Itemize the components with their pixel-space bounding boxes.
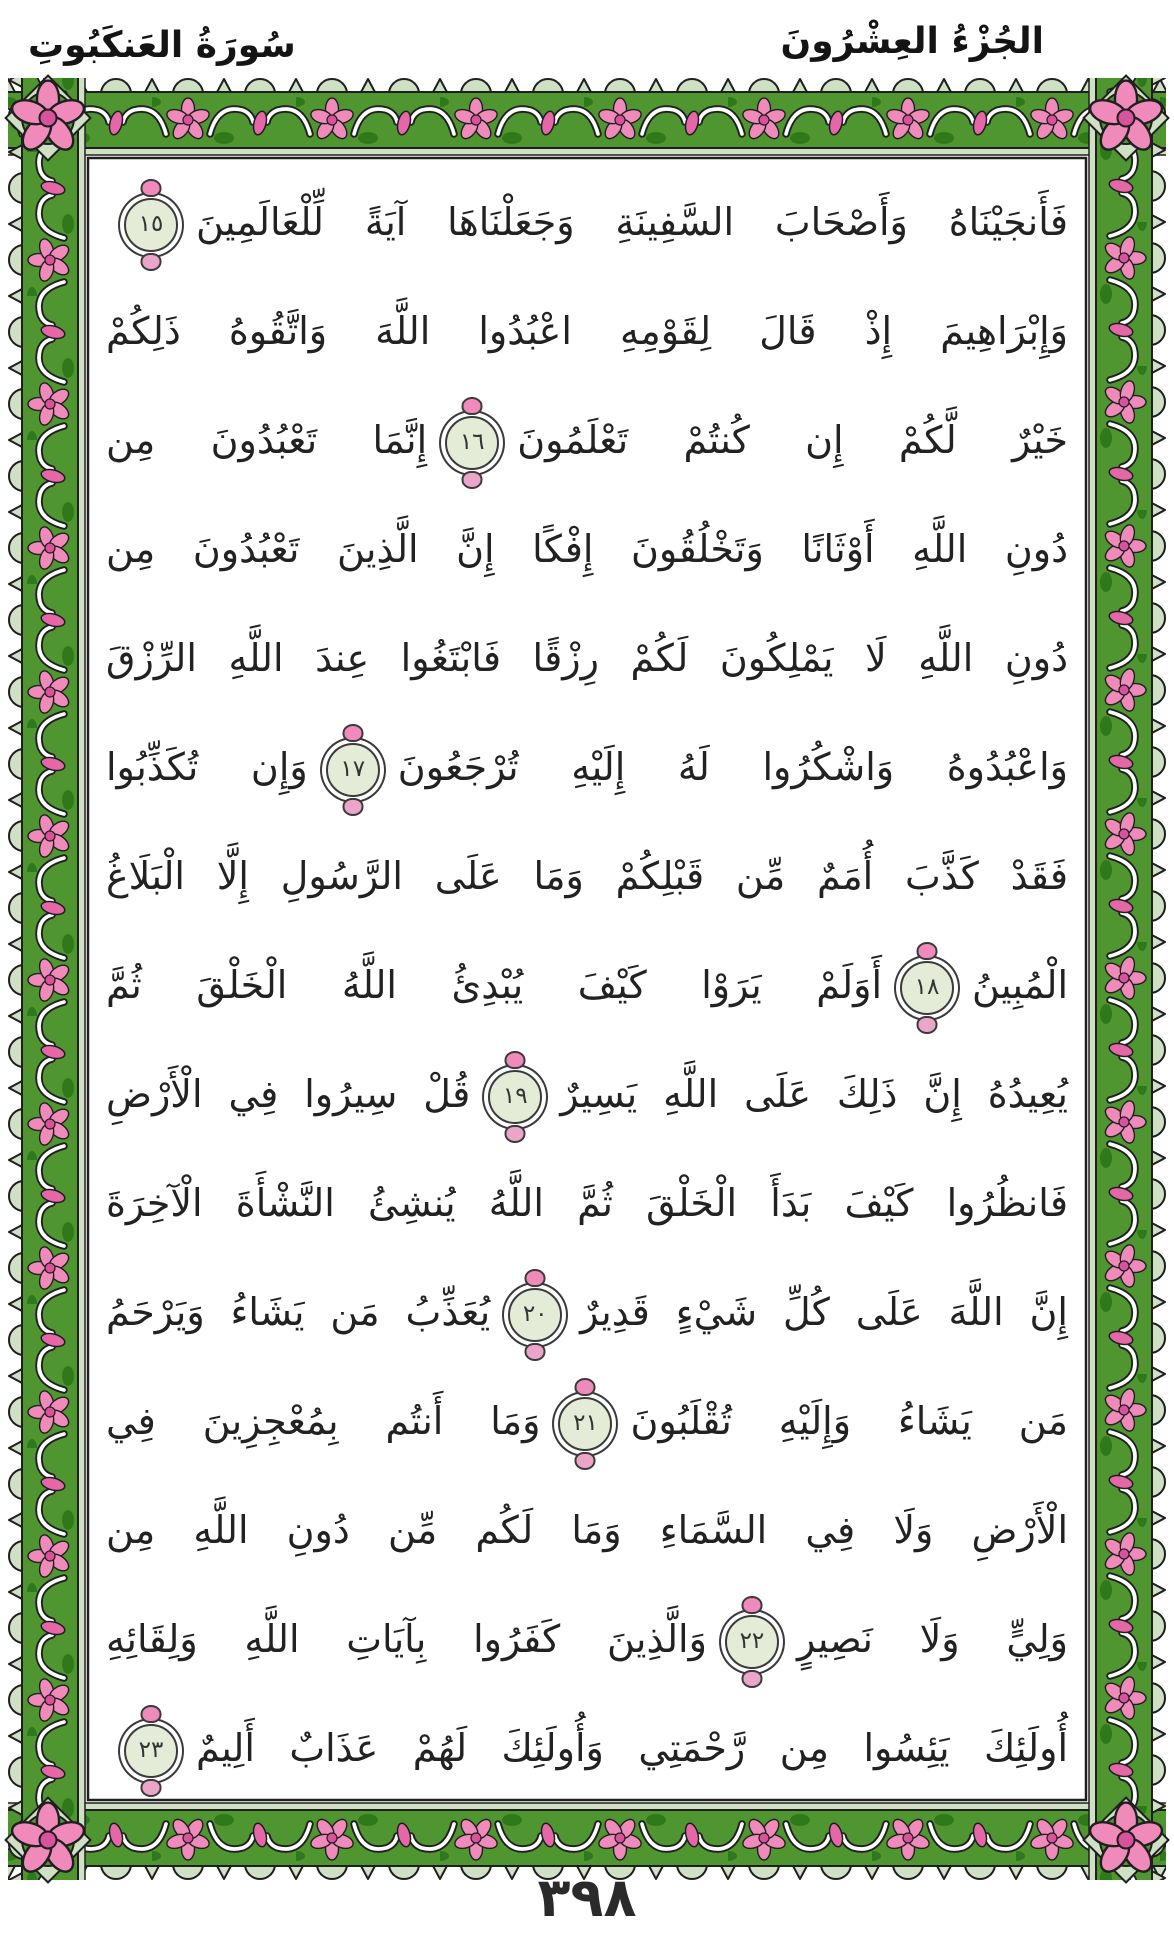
ayah-text: وَإِن تُكَذِّبُوا (106, 745, 308, 789)
quran-line (106, 604, 1068, 713)
ayah-text: وَلِيٍّ وَلَا نَصِيرٍ (796, 1617, 1069, 1661)
ayah-text: أَوَلَمْ يَرَوْا كَيْفَ يُبْدِئُ اللَّهُ الْخَلْقَ ثُمَّ (106, 963, 883, 1007)
ayah-text: فَقَدْ كَذَّبَ أُمَمٌ مِّن قَبْلِكُمْ وَمَا عَلَى الرَّسُولِ إِلَّا الْبَلَاغُ (106, 854, 1068, 898)
ayah-text: دُونِ اللَّهِ لَا يَمْلِكُونَ لَكُمْ رِزْقًا فَابْتَغُوا عِندَ اللَّهِ الرِّزْقَ (106, 636, 1068, 680)
ayah-marker: ٢٣ (124, 1724, 178, 1778)
quran-line (106, 168, 1068, 277)
quran-line (106, 277, 1068, 386)
ayah-marker: ١٩ (488, 1070, 542, 1124)
ayah-marker: ١٦ (445, 416, 499, 470)
ayah-text: دُونِ اللَّهِ أَوْثَانًا وَتَخْلُقُونَ إِفْكًا إِنَّ الَّذِينَ تَعْبُدُونَ مِن (106, 527, 1068, 571)
ayah-text: يُعَذِّبُ مَن يَشَاءُ وَيَرْحَمُ (106, 1290, 491, 1334)
ayah-text: فَأَنجَيْنَاهُ وَأَصْحَابَ السَّفِينَةِ وَجَعَلْنَاهَا آيَةً لِّلْعَالَمِينَ (196, 200, 1068, 244)
ayah-marker: ٢٠ (508, 1288, 562, 1342)
ayah-text: مَن يَشَاءُ وَإِلَيْهِ تُقْلَبُونَ (630, 1399, 1068, 1443)
ayah-marker: ٢٢ (725, 1615, 779, 1669)
ayah-text: إِنَّمَا تَعْبُدُونَ مِن (106, 418, 428, 462)
quran-line (106, 931, 1068, 1040)
header-juz-label: الجُزْءُ العِشْرُونَ (780, 20, 1044, 62)
ayah-text: الْمُبِينُ (972, 963, 1068, 1007)
ayah-text: يُعِيدُهُ إِنَّ ذَلِكَ عَلَى اللَّهِ يَسِيرٌ (560, 1072, 1068, 1116)
ayah-marker: ١٧ (326, 743, 380, 797)
ayah-text: فَانظُرُوا كَيْفَ بَدَأَ الْخَلْقَ ثُمَّ اللَّهُ يُنشِئُ النَّشْأَةَ الْآخِرَةَ (106, 1181, 1068, 1225)
quran-line (106, 822, 1068, 931)
ayah-marker: ١٥ (124, 198, 178, 252)
quran-line (106, 1367, 1068, 1476)
ayah-text: قُلْ سِيرُوا فِي الْأَرْضِ (106, 1072, 471, 1116)
ayah-text: خَيْرٌ لَّكُمْ إِن كُنتُمْ تَعْلَمُونَ (517, 418, 1069, 462)
ayah-text: إِنَّ اللَّهَ عَلَى كُلِّ شَيْءٍ قَدِيرٌ (580, 1290, 1068, 1334)
quran-line (106, 1258, 1068, 1367)
quran-line (106, 1149, 1068, 1258)
ayah-marker: ١٨ (900, 961, 954, 1015)
quran-text-area (106, 168, 1068, 1804)
ayah-text: وَالَّذِينَ كَفَرُوا بِآيَاتِ اللَّهِ وَلِقَائِهِ (106, 1617, 707, 1661)
ayah-marker: ٢١ (558, 1397, 612, 1451)
quran-line (106, 1040, 1068, 1149)
quran-line (106, 495, 1068, 604)
page-number: ٣٩٨ (537, 1866, 637, 1929)
ayah-text: الْأَرْضِ وَلَا فِي السَّمَاءِ وَمَا لَكُم مِّن دُونِ اللَّهِ مِن (106, 1508, 1068, 1552)
quran-line (106, 386, 1068, 495)
header-surah-label: سُورَةُ العَنكَبُوتِ (28, 24, 296, 66)
ayah-text: وَمَا أَنتُم بِمُعْجِزِينَ فِي (106, 1399, 541, 1443)
ayah-text: أُولَئِكَ يَئِسُوا مِن رَّحْمَتِي وَأُولَئِكَ لَهُمْ عَذَابٌ أَلِيمٌ (196, 1726, 1068, 1770)
ayah-text: وَاعْبُدُوهُ وَاشْكُرُوا لَهُ إِلَيْهِ تُرْجَعُونَ (397, 745, 1068, 789)
ayah-text: وَإِبْرَاهِيمَ إِذْ قَالَ لِقَوْمِهِ اعْبُدُوا اللَّهَ وَاتَّقُوهُ ذَلِكُمْ (106, 309, 1068, 353)
quran-line (106, 1585, 1068, 1694)
quran-line (106, 713, 1068, 822)
quran-line (106, 1694, 1068, 1803)
quran-line (106, 1476, 1068, 1585)
